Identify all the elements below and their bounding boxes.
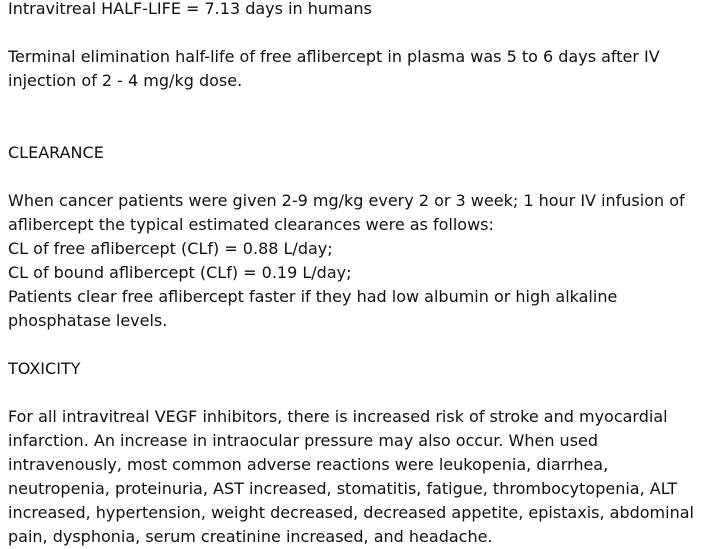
spacer (8, 165, 713, 189)
half-life-heading: Intravitreal HALF-LIFE = 7.13 days in humans (8, 0, 372, 18)
document-page (8, 0, 713, 549)
spacer (8, 93, 713, 117)
spacer (8, 333, 713, 357)
spacer (8, 21, 713, 45)
clearance-line: CL of bound aflibercept (CLf) = 0.19 L/day; (8, 263, 352, 282)
half-life-line: Terminal elimination half-life of free aflibercept in plasma was 5 to 6 days after IV (8, 47, 660, 66)
toxicity-line: neutropenia, proteinuria, AST increased, stomatitis, fatigue, thrombocytopenia, ALT (8, 479, 678, 498)
clearance-line: aflibercept the typical estimated clearances were as follows: (8, 215, 494, 234)
clearance-line: phosphatase levels. (8, 311, 168, 330)
toxicity-line: For all intravitreal VEGF inhibitors, there is increased risk of stroke and myocardial (8, 407, 668, 426)
toxicity-line: pain, dysphonia, serum creatinine increased, and headache. (8, 527, 493, 546)
half-life-line: injection of 2 - 4 mg/kg dose. (8, 71, 243, 90)
toxicity-heading: TOXICITY (8, 359, 81, 378)
spacer (8, 381, 713, 405)
toxicity-line: intravenously, most common adverse reactions were leukopenia, diarrhea, (8, 455, 609, 474)
clearance-line: When cancer patients were given 2-9 mg/kg every 2 or 3 week; 1 hour IV infusion of (8, 191, 685, 210)
spacer (8, 117, 713, 141)
toxicity-line: infarction. An increase in intraocular pressure may also occur. When used (8, 431, 599, 450)
clearance-line: Patients clear free aflibercept faster if they had low albumin or high alkaline (8, 287, 618, 306)
clearance-heading: CLEARANCE (8, 143, 104, 162)
toxicity-line: increased, hypertension, weight decreased, decreased appetite, epistaxis, abdominal (8, 503, 694, 522)
clearance-line: CL of free aflibercept (CLf) = 0.88 L/day; (8, 239, 333, 258)
